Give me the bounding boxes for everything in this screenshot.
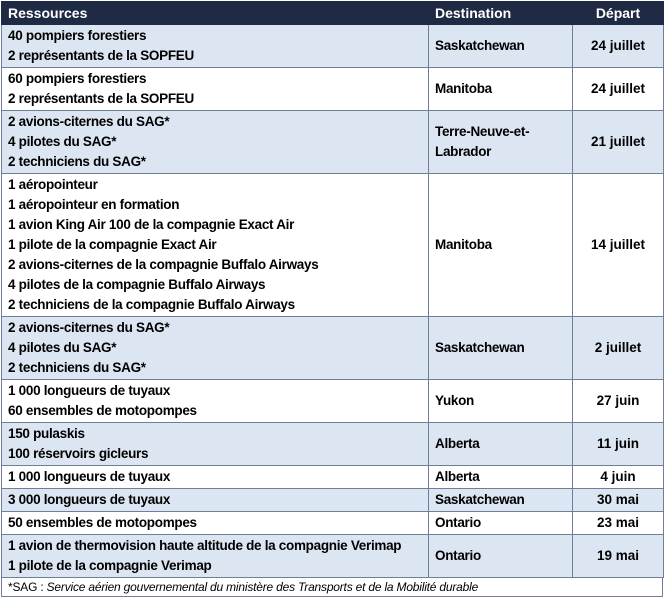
table-row xyxy=(2,489,664,512)
resource-item: 2 avions-citernes du SAG* xyxy=(8,320,170,335)
departure-cell: 27 juin xyxy=(573,380,664,423)
resource-item: 4 pilotes du SAG* xyxy=(8,340,117,355)
resources-cell xyxy=(2,466,429,489)
resources-table-document xyxy=(1,1,663,594)
destination-cell: Manitoba xyxy=(429,174,573,317)
resource-item: 2 techniciens du SAG* xyxy=(8,360,146,375)
departure-cell: 19 mai xyxy=(573,535,664,578)
departure-cell: 4 juin xyxy=(573,466,664,489)
destination-cell: Saskatchewan xyxy=(429,489,573,512)
resources-cell xyxy=(2,380,429,423)
table-row xyxy=(2,512,664,535)
resource-item: 2 représentants de la SOPFEU xyxy=(8,48,194,63)
resources-cell xyxy=(2,489,429,512)
table-header-row xyxy=(2,2,664,25)
departure-cell: 24 juillet xyxy=(573,68,664,111)
table-row xyxy=(2,466,664,489)
table-row xyxy=(2,535,664,578)
table-row xyxy=(2,317,664,380)
resources-cell xyxy=(2,317,429,380)
destination-cell: Saskatchewan xyxy=(429,25,573,68)
resource-item: 100 réservoirs gicleurs xyxy=(8,446,149,461)
resource-item: 4 pilotes du SAG* xyxy=(8,134,117,149)
destination-cell: Saskatchewan xyxy=(429,317,573,380)
destination-cell: Alberta xyxy=(429,466,573,489)
resource-item: 1 000 longueurs de tuyaux xyxy=(8,469,171,484)
header-departure: Départ xyxy=(573,2,664,25)
resources-cell xyxy=(2,174,429,317)
resource-item: 1 aéropointeur en formation xyxy=(8,197,180,212)
destination-cell: Terre-Neuve-et-Labrador xyxy=(429,111,573,174)
destination-cell: Alberta xyxy=(429,423,573,466)
resource-item: 1 avion de thermovision haute altitude de la compagnie Verimap xyxy=(8,538,402,553)
departure-cell: 30 mai xyxy=(573,489,664,512)
header-destination: Destination xyxy=(429,2,573,25)
destination-cell: Ontario xyxy=(429,535,573,578)
destination-cell: Yukon xyxy=(429,380,573,423)
resources-cell xyxy=(2,535,429,578)
resources-cell xyxy=(2,423,429,466)
departure-cell: 2 juillet xyxy=(573,317,664,380)
resources-table xyxy=(1,1,664,578)
departure-cell: 24 juillet xyxy=(573,25,664,68)
resource-item: 2 techniciens du SAG* xyxy=(8,154,146,169)
resource-item: 1 pilote de la compagnie Exact Air xyxy=(8,237,217,252)
destination-cell: Manitoba xyxy=(429,68,573,111)
resource-item: 3 000 longueurs de tuyaux xyxy=(8,492,171,507)
resource-item: 60 pompiers forestiers xyxy=(8,71,147,86)
resource-item: 2 avions-citernes de la compagnie Buffalo Airways xyxy=(8,257,319,272)
resources-cell xyxy=(2,111,429,174)
resource-item: 50 ensembles de motopompes xyxy=(8,515,197,530)
departure-cell: 11 juin xyxy=(573,423,664,466)
table-row xyxy=(2,25,664,68)
footnote xyxy=(1,578,663,597)
table-row xyxy=(2,174,664,317)
footnote-text: Service aérien gouvernemental du ministère des Transports et de la Mobilité durable xyxy=(46,580,479,594)
resource-item: 60 ensembles de motopompes xyxy=(8,403,197,418)
resource-item: 1 pilote de la compagnie Verimap xyxy=(8,558,212,573)
footnote-prefix: *SAG : xyxy=(8,580,47,594)
resource-item: 1 avion King Air 100 de la compagnie Exact Air xyxy=(8,217,295,232)
departure-cell: 23 mai xyxy=(573,512,664,535)
departure-cell: 14 juillet xyxy=(573,174,664,317)
table-row xyxy=(2,68,664,111)
table-row xyxy=(2,423,664,466)
resource-item: 2 techniciens de la compagnie Buffalo Airways xyxy=(8,297,295,312)
resources-cell xyxy=(2,68,429,111)
table-row xyxy=(2,111,664,174)
resource-item: 2 représentants de la SOPFEU xyxy=(8,91,194,106)
resource-item: 1 000 longueurs de tuyaux xyxy=(8,383,171,398)
resource-item: 150 pulaskis xyxy=(8,426,85,441)
resource-item: 4 pilotes de la compagnie Buffalo Airways xyxy=(8,277,266,292)
resources-cell xyxy=(2,512,429,535)
resources-cell xyxy=(2,25,429,68)
resource-item: 1 aéropointeur xyxy=(8,177,98,192)
table-row xyxy=(2,380,664,423)
table-body xyxy=(2,25,664,578)
resource-item: 40 pompiers forestiers xyxy=(8,28,147,43)
destination-cell: Ontario xyxy=(429,512,573,535)
resource-item: 2 avions-citernes du SAG* xyxy=(8,114,170,129)
departure-cell: 21 juillet xyxy=(573,111,664,174)
header-resources: Ressources xyxy=(2,2,429,25)
